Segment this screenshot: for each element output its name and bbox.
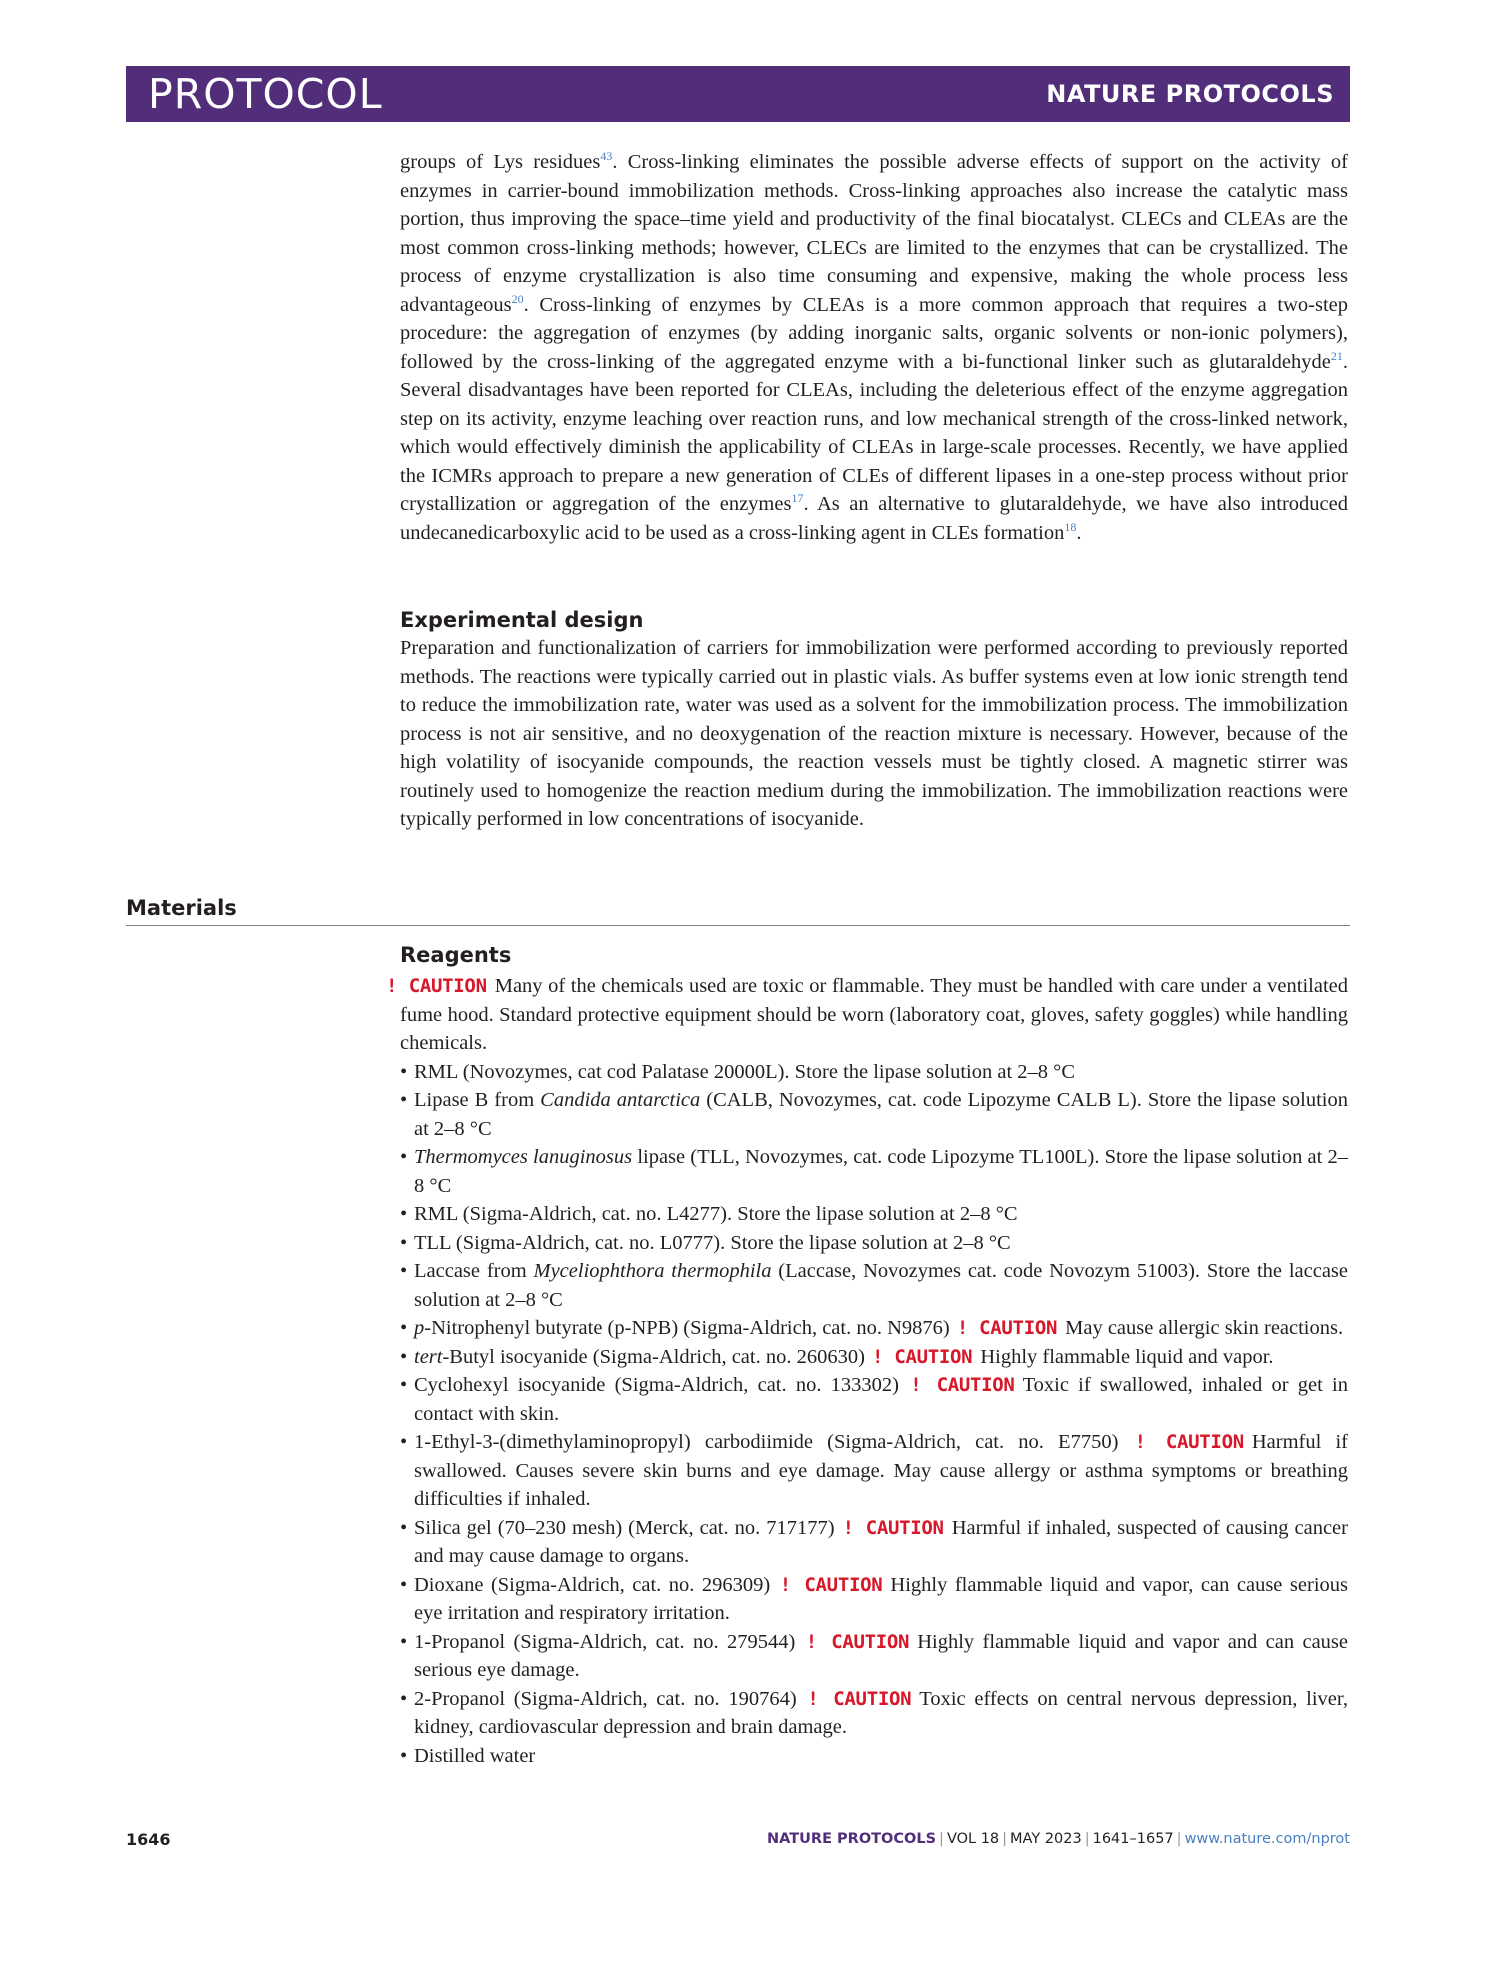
reagents-section [386, 941, 1349, 1770]
caution-label: ! CAUTION [1134, 1431, 1244, 1453]
caution-text: Highly flammable liquid and vapor, can cause serious eye irritation and respiratory irritation. [414, 1573, 1348, 1624]
reagent-item: • Thermomyces lanuginosus lipase (TLL, Novozymes, cat. code Lipozyme TL100L). Store the lipase solution at 2–8 °C [400, 1143, 1348, 1200]
caution-label: ! CAUTION [386, 975, 487, 997]
footer-volume: VOL 18 [946, 1831, 1000, 1847]
reagent-list [400, 1058, 1348, 1771]
section-divider [126, 925, 1350, 926]
bullet-icon: • [400, 1431, 408, 1453]
caution-label: ! CAUTION [956, 1317, 1058, 1339]
bullet-icon: • [400, 1345, 408, 1368]
reagent-item: • 1-Propanol (Sigma-Aldrich, cat. no. 279544) ! CAUTION Highly flammable liquid and vapor and can cause serious eye damage. [400, 1628, 1348, 1685]
bullet-icon: • [400, 1573, 408, 1596]
bullet-icon: • [400, 1203, 408, 1225]
reagent-item: • Lipase B from Candida antarctica (CALB, Novozymes, cat. code Lipozyme CALB L). Store the lipase solution at 2–8 °C [400, 1086, 1348, 1143]
section-type-label: PROTOCOL [148, 70, 383, 118]
bullet-icon: • [400, 1317, 408, 1339]
reagent-item: • RML (Sigma-Aldrich, cat. no. L4277). Store the lipase solution at 2–8 °C [400, 1200, 1348, 1229]
citation-link[interactable]: 18 [1064, 519, 1077, 534]
bullet-icon: • [400, 1516, 408, 1539]
experimental-design-heading: Experimental design [400, 608, 644, 632]
caution-text: Toxic if swallowed, inhaled or get in contact with skin. [414, 1374, 1348, 1425]
reagent-item: • 1-Ethyl-3-(dimethylaminopropyl) carbodiimide (Sigma-Aldrich, cat. no. E7750) ! CAUTION Harmful if swallowed. Causes severe skin burns and eye damage. May cause allergy or asthma symptoms or breathing difficulties if inhaled. [400, 1428, 1348, 1514]
reagent-item: • tert-Butyl isocyanide (Sigma-Aldrich, cat. no. 260630) ! CAUTION Highly flammable liquid and vapor. [400, 1343, 1348, 1372]
caution-text: Harmful if inhaled, suspected of causing cancer and may cause damage to organs. [414, 1516, 1348, 1567]
footer-pages: 1641–1657 [1092, 1831, 1174, 1847]
caution-text: Toxic effects on central nervous depression, liver, kidney, cardiovascular depression and brain damage. [414, 1687, 1349, 1738]
reagent-item: • Silica gel (70–230 mesh) (Merck, cat. no. 717177) ! CAUTION Harmful if inhaled, suspected of causing cancer and may cause damage to organs. [400, 1514, 1348, 1571]
caution-label: ! CAUTION [779, 1573, 883, 1596]
citation-link[interactable]: 17 [791, 491, 804, 506]
bullet-icon: • [400, 1060, 408, 1083]
caution-label: ! CAUTION [805, 1630, 910, 1653]
bullet-icon: • [400, 1374, 408, 1396]
reagents-heading: Reagents [400, 943, 512, 967]
citation-link[interactable]: 21 [1330, 348, 1343, 363]
bullet-icon: • [400, 1630, 408, 1653]
bullet-icon: • [400, 1260, 408, 1282]
citation-link[interactable]: 43 [600, 149, 613, 164]
footer-journal: NATURE PROTOCOLS [767, 1831, 937, 1847]
caution-label: ! CAUTION [872, 1345, 973, 1368]
footer-citation: NATURE PROTOCOLS | VOL 18 | MAY 2023 | 1641–1657 | www.nature.com/nprot [767, 1831, 1350, 1847]
reagent-item: • Laccase from Myceliophthora thermophila (Laccase, Novozymes cat. code Novozym 51003). Store the laccase solution at 2–8 °C [400, 1257, 1348, 1314]
intro-paragraph: groups of Lys residues$^{43}$. Cross-linking eliminates the possible adverse effects of support on the activity of enzymes in carrier-bound immobilization methods. Cross-linking approaches also increase the catalytic mass portion, thus improving the space–time yield and productivity of the final biocatalyst. CLECs and CLEAs are the most common cross-linking methods; however, CLECs are limited to the enzymes that can be crystallized. The process of enzyme crystallization is also time consuming and expensive, making the whole process less advantageous$^{20}$. Cross-linking of enzymes by CLEAs is a more common approach that requires a two-step procedure: the aggregation of enzymes (by adding inorganic salts, organic solvents or non-ionic polymers), followed by the cross-linking of the aggregated enzyme with a bi-functional linker such as glutaraldehyde$^{21}$. Several disadvantages have been reported for CLEAs, including the deleterious effect of the enzyme aggregation step on its activity, enzyme leaching over reaction runs, and low mechanical strength of the cross-linked network, which would effectively diminish the applicability of CLEAs in large-scale processes. Recently, we have applied the ICMRs approach to prepare a new generation of CLEs of different lipases in a one-step process without prior crystallization or aggregation of the enzymes$^{17}$. As an alternative to glutaraldehyde, we have also introduced undecanedicarboxylic acid to be used as a cross-linking agent in CLEs formation$^{18}$. [400, 149, 1348, 544]
caution-text: Harmful if swallowed. Causes severe skin burns and eye damage. May cause allergy or asthma symptoms or breathing difficulties if inhaled. [414, 1431, 1348, 1510]
footer-date: MAY 2023 [1010, 1831, 1082, 1847]
bullet-icon: • [400, 1089, 408, 1111]
page-number: 1646 [126, 1830, 171, 1849]
journal-name: NATURE PROTOCOLS [1046, 80, 1334, 108]
caution-text: Highly flammable liquid and vapor. [980, 1345, 1274, 1368]
reagent-item: • Cyclohexyl isocyanide (Sigma-Aldrich, cat. no. 133302) ! CAUTION Toxic if swallowed, inhaled or get in contact with skin. [400, 1371, 1348, 1428]
reagent-item: • p-Nitrophenyl butyrate (p-NPB) (Sigma-Aldrich, cat. no. N9876) ! CAUTION May cause allergic skin reactions. [400, 1314, 1348, 1343]
footer-url[interactable]: www.nature.com/nprot [1184, 1831, 1350, 1847]
header-band [126, 66, 1350, 122]
reagent-item: • Dioxane (Sigma-Aldrich, cat. no. 296309) ! CAUTION Highly flammable liquid and vapor, can cause serious eye irritation and respiratory irritation. [400, 1571, 1348, 1628]
experimental-design-text: Preparation and functionalization of carriers for immobilization were performed according to previously reported methods. The reactions were typically carried out in plastic vials. As buffer systems even at low ionic strength tend to reduce the immobilization rate, water was used as a solvent for the immobilization process. The immobilization process is not air sensitive, and no deoxygenation of the reaction mixture is necessary. However, because of the high volatility of isocyanide compounds, the reaction vessels must be tightly closed. A magnetic stirrer was routinely used to homogenize the reaction medium during the immobilization. The immobilization reactions were typically performed in low concentrations of isocyanide. [400, 637, 1348, 830]
bullet-icon: • [400, 1687, 408, 1710]
caution-label: ! CAUTION [910, 1374, 1015, 1396]
reagent-item: • 2-Propanol (Sigma-Aldrich, cat. no. 190764) ! CAUTION Toxic effects on central nervous depression, liver, kidney, cardiovascular depression and brain damage. [400, 1685, 1348, 1742]
caution-text: Highly flammable liquid and vapor and can cause serious eye damage. [414, 1630, 1349, 1681]
bullet-icon: • [400, 1744, 408, 1767]
reagent-item: • Distilled water [400, 1742, 1348, 1771]
reagent-item: • RML (Novozymes, cat cod Palatase 20000L). Store the lipase solution at 2–8 °C [400, 1058, 1348, 1087]
general-caution: ! CAUTION Many of the chemicals used are toxic or flammable. They must be handled with care under a ventilated fume hood. Standard protective equipment should be worn (laboratory coat, gloves, safety goggles) while handling chemicals. [386, 975, 1348, 1054]
experimental-design-section [400, 606, 1348, 834]
intro-column [400, 148, 1348, 547]
caution-label: ! CAUTION [842, 1516, 944, 1539]
bullet-icon: • [400, 1146, 408, 1168]
reagent-item: • TLL (Sigma-Aldrich, cat. no. L0777). Store the lipase solution at 2–8 °C [400, 1229, 1348, 1258]
citation-link[interactable]: 20 [511, 291, 524, 306]
materials-section-label: Materials [126, 896, 237, 920]
caution-text: May cause allergic skin reactions. [1065, 1317, 1344, 1339]
bullet-icon: • [400, 1231, 408, 1254]
caution-label: ! CAUTION [807, 1687, 912, 1710]
